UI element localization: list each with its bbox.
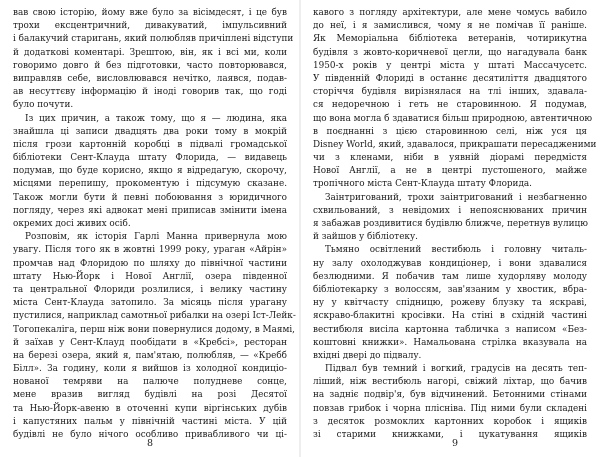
text-line: що вона могла б здаватися більш природною, автентичною	[313, 113, 593, 124]
text-line: будівлі не було нічого особливо привабливого чи ці-	[13, 430, 287, 440]
text-line: міста Сент-Клауда затопило. За місяць після урагану	[13, 298, 287, 309]
text-line: сторіччя будівля вирізнялася на тлі інших, здавала-	[313, 87, 587, 98]
text-line: та Нью-Йорк-авеню в оточенні купи віргінських дубів	[13, 403, 287, 414]
text-line: мене вразив вигляд будівлі на розі Десятої	[13, 390, 287, 401]
text-line: нованої темряви на палюче полудневе сонце,	[13, 377, 287, 388]
text-line: Підвал був темний і вогкий, градусів на десять теп-	[325, 364, 587, 375]
text-line: бібліотекарку з волоссям, зав'язаним у хвостик, вбра-	[313, 284, 587, 295]
text-line: Також могли бути й певні побоювання з юридичного	[13, 192, 287, 203]
text-line: ну у квітчасту спідницю, рожеву блузку та яскраві,	[313, 298, 587, 309]
text-line: подумав, що буде корисно, якщо я відредагую, скорочу,	[13, 166, 287, 177]
text-line: було почути.	[13, 100, 74, 111]
text-line: і балакучий старигань, який полюбляв причіплені відступи	[13, 34, 294, 45]
text-line: з десяток розмоклих картонних коробок і ящиків	[313, 416, 587, 427]
text-line: трохи ексцентричний, дивакуватий, імпульсивний	[13, 21, 287, 32]
text-line: безлюдними. Я побачив там лише худорляву молоду	[313, 271, 587, 282]
text-line: Нової Англії, а не в центрі пустошеного, майже	[313, 166, 587, 177]
text-line: повзав грибок і чорна плісніва. Під ними були складені	[313, 403, 587, 414]
text-line: Розповім, як історія Гарлі Манна привернула мою	[25, 232, 287, 243]
text-line: зі старими книжками, і цукатування ящиків	[313, 430, 587, 440]
text-line: Тьмяно освітлений вестибюль і головну читаль-	[325, 245, 587, 256]
text-line: на березі озера, який я, пам'ятаю, полюбляв, — «Кребб	[13, 350, 287, 361]
right-page-number: 9	[452, 438, 459, 449]
text-line: Тогопекаліга, перш ніж вони повернулися додому, в Маямі,	[13, 324, 295, 335]
text-line: Заінтригований, трохи заінтригований і незбагненно	[325, 192, 587, 203]
text-line: У південній Флориді в останнє десятиліття двадцятого	[313, 73, 587, 84]
text-line: кавого з погляду архітектури, але мене чомусь вабило	[313, 8, 587, 18]
text-line: і капустяних пальм у північній частині міста. У цій	[13, 416, 287, 427]
text-line: ліший, ніж вестибюль нагорі, свіжий ліхтар, що бачив	[313, 377, 587, 388]
text-line: бібліотеки Сент-Клауда штату Флорида, — видавець	[13, 153, 287, 164]
text-line: окремих досі живих осіб.	[13, 219, 131, 229]
text-line: штату Нью-Йорк і Нової Англії, озера південної	[13, 271, 287, 282]
text-line: ся недоречною і геть не старовинною. Я подумав,	[313, 100, 587, 111]
text-line: Як Меморіальна бібліотека ветеранів, чотирикутна	[313, 34, 587, 45]
text-line: до неї, і я замислився, чому я не помічав її раніше.	[313, 21, 587, 32]
text-line: яскраво-блакитні кросівки. На стіні в східній частині	[313, 311, 587, 322]
text-line: місцями перепишу, прокоментую і підсумую сказане.	[13, 179, 287, 190]
left-page-text	[13, 7, 296, 440]
text-line: 1950-х років у центрі міста у штаті Массачусетс.	[313, 60, 587, 71]
text-line: ну залу охолоджував кондиціонер, і вони здавалися	[313, 258, 587, 269]
text-line: знайшла ці записи двадцять два роки тому в мокрій	[13, 126, 287, 137]
text-line: вестибюля висіла картонна табличка з написом «Без-	[313, 324, 587, 335]
text-line: ав несуттєву інформацію й іноді говорив так, що годі	[13, 87, 287, 98]
text-line: я забажав роздивитися будівлю ближче, перетнув вулицю	[313, 219, 588, 229]
text-line: вав свою історію, йому вже було за вісімдесят, і це був	[13, 8, 287, 18]
left-page-number: 8	[147, 438, 154, 449]
text-line: будівля з жовто-коричневої цегли, що нагадувала банк	[313, 47, 587, 58]
text-line: погляду, через які адвокат мені приписав змінити імена	[13, 205, 287, 216]
text-line: Disney World, який, здавалося, прикрашати пересадженими	[313, 139, 597, 150]
text-line: говоримо довго й без підготовки, часто повторювався,	[13, 60, 287, 71]
text-line: Із цих причин, а також тому, що я — людина, яка	[25, 113, 287, 124]
text-line: й додаткові коментарі. Зрештою, він, як і всі ми, коли	[13, 47, 287, 58]
text-line: та центральної Флориди розлилися, і велику частину	[13, 284, 287, 295]
text-line: вхідні двері до підвалу.	[313, 350, 422, 361]
text-line: пустилися, наприклад самотньої рибалки на озері Іст-Лейк-	[13, 311, 296, 322]
book-gutter	[299, 0, 301, 457]
text-line: після грози картонній коробці в підвалі громадської	[13, 139, 287, 150]
text-line: Білл». За годину, коли я вийшов із холодної кондиціо-	[13, 364, 287, 375]
text-line: промчав над Флоридою по шляху до північної частини	[13, 258, 287, 269]
text-line: схвильований, з невідомих і непояснюваних причин	[313, 205, 587, 216]
text-line: тропічного міста Сент-Клауда штату Флорида.	[313, 179, 532, 190]
text-line: й зайшов у бібліотеку.	[313, 232, 418, 243]
text-line: й заїхав у Сент-Клауд пообідати в «Кребсі», ресторан	[13, 337, 287, 348]
text-line: увагу. Після того як в жовтні 1999 року, ураган «Айрін»	[13, 245, 287, 256]
text-line: на задніє подвір'я, був відчинений. Бетонними стінами	[313, 390, 587, 401]
text-line: в поєднанні з цією старовинною селі, ніж уся ця	[313, 126, 587, 137]
text-line: виправляв себе, висловлювався нечітко, лаявся, подав-	[13, 73, 287, 84]
right-page-text	[313, 7, 597, 440]
text-line: коштовні книжки». Намальована стрілка вказувала на	[313, 337, 587, 348]
text-line: чи з кленами, ніби в уявній діорамі передмістя	[313, 153, 587, 164]
